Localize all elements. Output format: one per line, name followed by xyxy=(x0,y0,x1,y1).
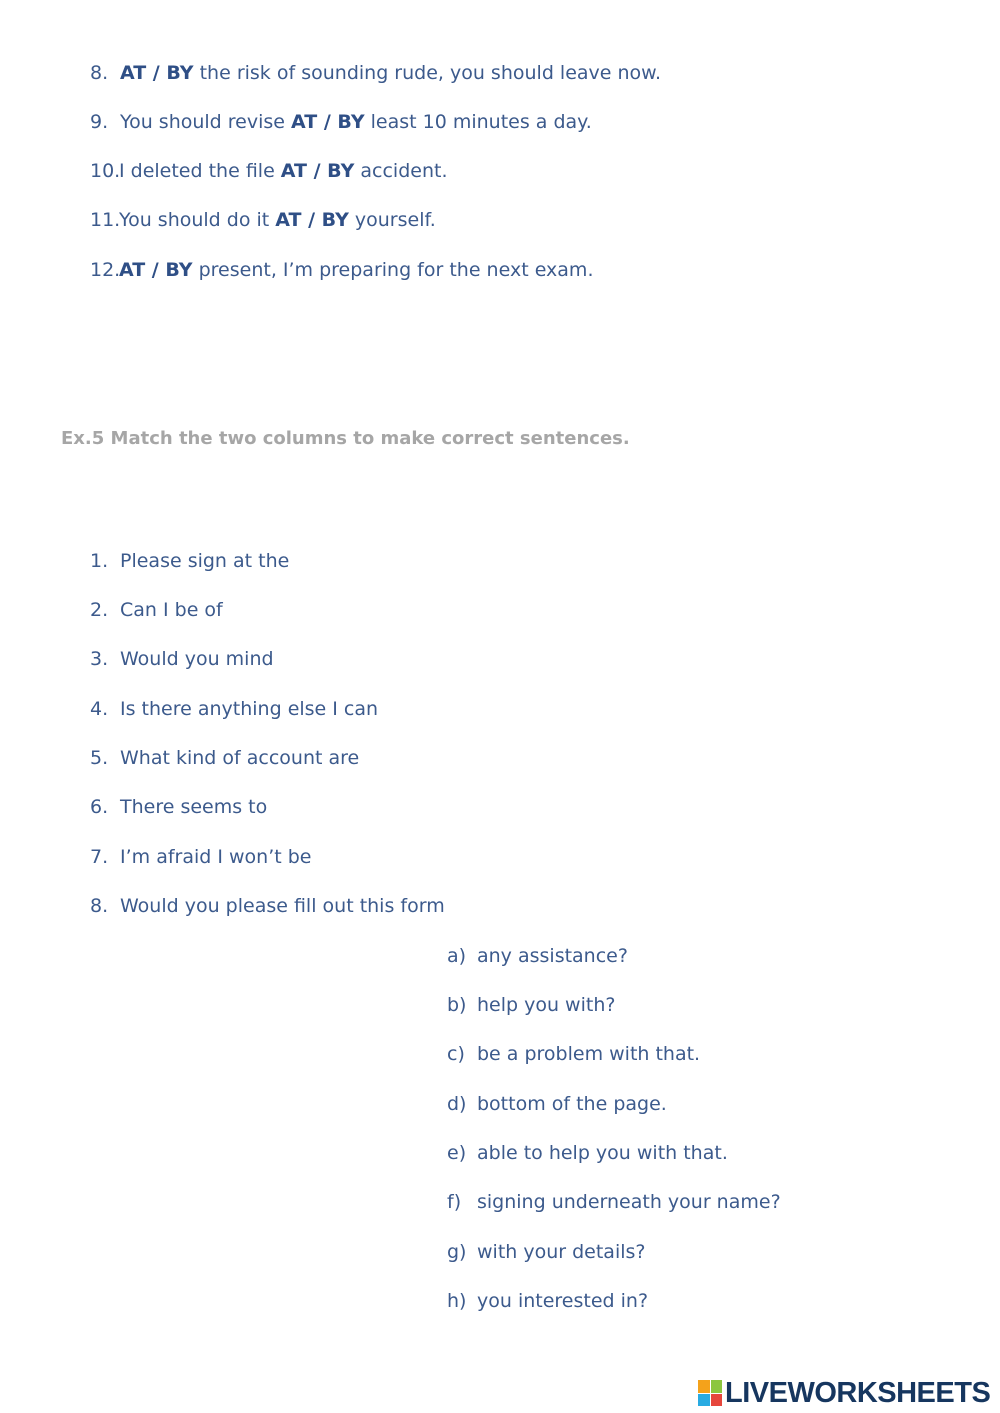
item-number: 9. xyxy=(90,111,109,133)
item-sentence xyxy=(119,258,593,282)
exercise5-heading: Ex.5 Match the two columns to make correct sentences. xyxy=(61,428,630,449)
sentence-end: the risk of sounding rude, you should leave now. xyxy=(193,62,662,84)
item-letter: e) xyxy=(447,1142,467,1164)
item-sentence xyxy=(119,159,448,183)
item-text: Would you mind xyxy=(120,648,274,670)
item-text: Is there anything else I can xyxy=(120,698,379,720)
item-text: There seems to xyxy=(120,796,268,818)
item-text: any assistance? xyxy=(477,945,628,967)
item-text: Can I be of xyxy=(120,599,223,621)
logo-text: LIVEWORKSHEETS xyxy=(725,1376,991,1409)
item-number: 10. xyxy=(90,160,121,182)
item-sentence xyxy=(120,110,592,134)
liveworksheets-logo-icon xyxy=(698,1380,722,1406)
logo-square-orange xyxy=(698,1380,710,1393)
item-number: 5. xyxy=(90,747,109,769)
logo-square-red xyxy=(711,1394,723,1407)
item-letter: h) xyxy=(447,1290,467,1312)
item-number: 11. xyxy=(90,209,121,231)
at-by-choice[interactable]: AT / BY xyxy=(120,62,194,84)
item-number: 8. xyxy=(90,895,109,917)
sentence-end: present, I’m preparing for the next exam. xyxy=(192,259,594,281)
item-text: Please sign at the xyxy=(120,550,290,572)
item-text: signing underneath your name? xyxy=(477,1191,781,1213)
sentence-start: You should do it xyxy=(119,209,276,231)
item-letter: a) xyxy=(447,945,467,967)
at-by-choice[interactable]: AT / BY xyxy=(119,259,193,281)
sentence-end: least 10 minutes a day. xyxy=(364,111,592,133)
item-number: 2. xyxy=(90,599,109,621)
at-by-choice[interactable]: AT / BY xyxy=(275,209,349,231)
item-text: able to help you with that. xyxy=(477,1142,728,1164)
item-text: help you with? xyxy=(477,994,616,1016)
sentence-start: You should revise xyxy=(120,111,292,133)
logo-square-blue xyxy=(698,1394,710,1407)
at-by-choice[interactable]: AT / BY xyxy=(291,111,365,133)
item-letter: c) xyxy=(447,1043,465,1065)
item-number: 7. xyxy=(90,846,109,868)
item-number: 12. xyxy=(90,259,121,281)
item-text: be a problem with that. xyxy=(477,1043,701,1065)
liveworksheets-logo[interactable] xyxy=(698,1377,990,1409)
item-text: Would you please fill out this form xyxy=(120,895,445,917)
at-by-choice[interactable]: AT / BY xyxy=(280,160,355,182)
item-text: you interested in? xyxy=(477,1290,649,1312)
logo-square-green xyxy=(711,1380,723,1393)
sentence-end: yourself. xyxy=(348,209,436,231)
item-letter: d) xyxy=(447,1093,467,1115)
sentence-end: accident. xyxy=(354,160,448,182)
item-text: What kind of account are xyxy=(120,747,360,769)
item-text: with your details? xyxy=(477,1241,646,1263)
item-number: 8. xyxy=(90,62,109,84)
item-number: 6. xyxy=(90,796,109,818)
item-sentence xyxy=(120,61,661,85)
item-letter: g) xyxy=(447,1241,467,1263)
item-number: 1. xyxy=(90,550,109,572)
item-letter: b) xyxy=(447,994,467,1016)
item-text: I’m afraid I won’t be xyxy=(120,846,312,868)
item-sentence xyxy=(119,208,436,232)
item-letter: f) xyxy=(447,1191,462,1213)
sentence-start: I deleted the file xyxy=(119,160,281,182)
item-text: bottom of the page. xyxy=(477,1093,667,1115)
item-number: 4. xyxy=(90,698,109,720)
item-number: 3. xyxy=(90,648,109,670)
